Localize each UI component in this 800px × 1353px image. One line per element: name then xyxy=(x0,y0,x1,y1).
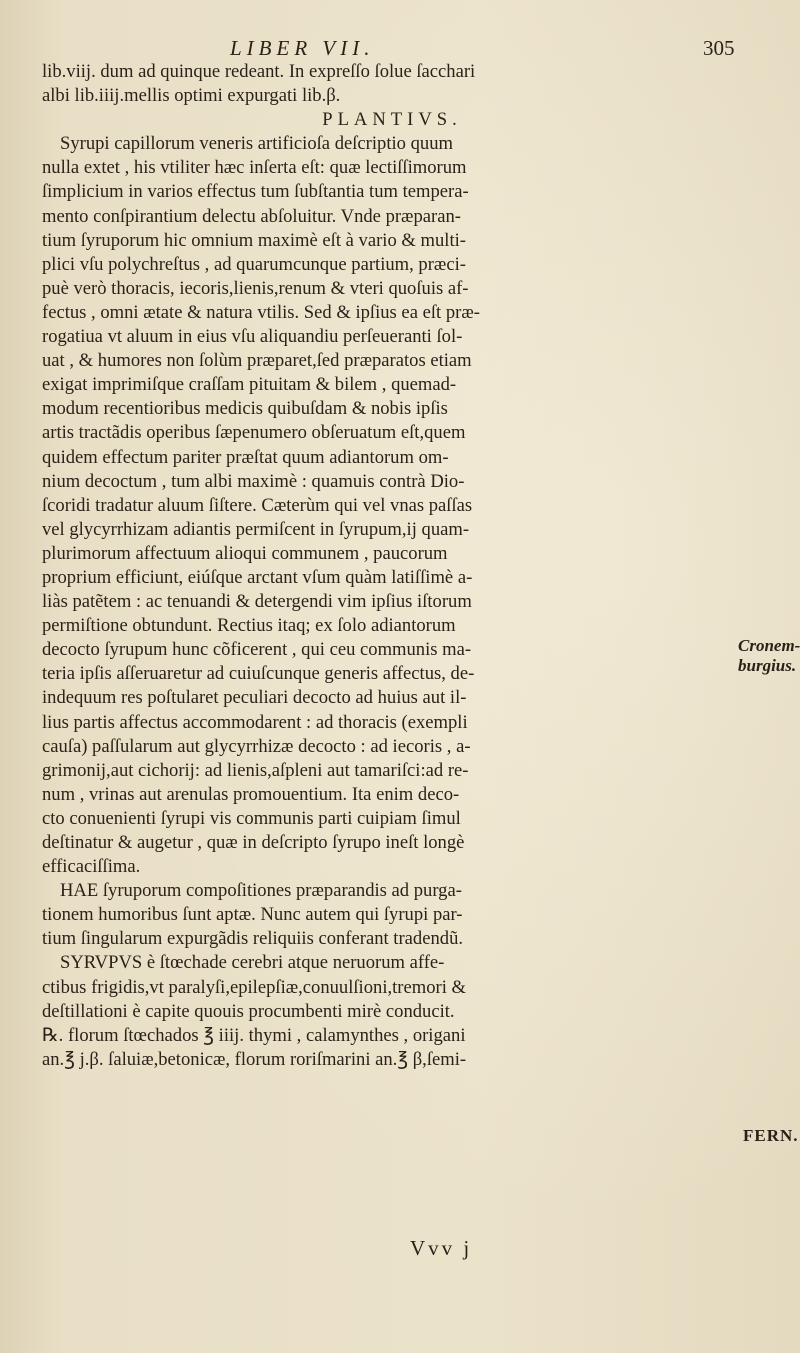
text-line: vel glycyrrhizam adiantis permiſcent in ſyrupum,ij quam- xyxy=(42,518,470,540)
page-number: 305 xyxy=(703,36,735,60)
text-line: lib.viij. dum ad quinque redeant. In expreſſo ſolue ſacchari xyxy=(42,61,476,82)
text-line: decocto ſyrupum hunc cõficerent , qui ceu communis ma- xyxy=(42,639,472,661)
text-line: teria ipſis aſſeruaretur ad cuiuſcunque generis affectus, de- xyxy=(42,663,475,685)
text-line: deſtillationi è capite quouis procumbenti mirè conducit. xyxy=(42,1000,455,1022)
text-line: ctibus frigidis,vt paralyſi,epilepſiæ,conuulſioni,tremori & xyxy=(42,976,466,998)
signature-mark: Vvv j xyxy=(410,1236,473,1260)
text-line: albi lib.iiij.mellis optimi expurgati lib.β. xyxy=(42,85,341,107)
text-line: plurimorum affectuum alioqui communem , paucorum xyxy=(42,542,448,564)
text-line: fectus , omni ætate & natura vtilis. Sed & ipſius ea eſt præ- xyxy=(42,301,480,323)
text-line: cto conuenienti ſyrupi vis communis parti cuipiam ſimul xyxy=(42,807,461,829)
text-line: num , vrinas aut arenulas promouentium. Ita enim deco- xyxy=(42,783,460,805)
text-line: nulla extet , his vtiliter hæc inſerta eſt: quæ lectiſſimorum xyxy=(42,157,467,179)
text-line: ſimplicium in varios effectus tum ſubſtantia tum tempera- xyxy=(42,181,469,203)
text-line: deſtinatur & augetur , quæ in deſcripto ſyrupo ineſt longè xyxy=(42,832,465,853)
running-head: LIBER VII. xyxy=(230,36,375,60)
text-line: tionem humoribus ſunt aptæ. Nunc autem qui ſyrupi par- xyxy=(42,904,463,926)
text-line: rogatiua vt aluum in eius vſu aliquandiu perſeueranti ſol- xyxy=(42,326,463,348)
text-line: plici vſu polychreſtus , ad quarumcunque partium, præci- xyxy=(42,253,466,275)
text-line: tium ſingularum expurgãdis reliquiis conferant tradendũ. xyxy=(42,928,464,950)
text-line: liàs patẽtem : ac tenuandi & detergendi vim ipſius iſtorum xyxy=(42,591,472,613)
text-line: cauſa) paſſularum aut glycyrrhizæ decocto : ad iecoris , a- xyxy=(42,735,471,757)
text-line: an.℥ j.β. ſaluiæ,betonicæ, florum roriſmarini an.℥ β,ſemi- xyxy=(42,1048,467,1070)
text-line: HAE ſyruporum compoſitiones præparandis ad purga- xyxy=(60,880,462,902)
text-line: uat , & humores non ſolùm præparet,ſed præparatos etiam xyxy=(42,350,472,372)
text-line: ℞. florum ſtœchados ℥ iiij. thymi , calamynthes , origani xyxy=(42,1024,466,1046)
text-line: mento conſpirantium delectu abſoluitur. Vnde præparan- xyxy=(42,205,461,227)
text-line: artis tractãdis operibus ſæpenumero obſeruatum eſt,quem xyxy=(42,422,466,444)
body-text xyxy=(42,60,742,1072)
text-line: indequum res poſtularet peculiari decocto ad huius aut il- xyxy=(42,687,467,709)
text-line: puè verò thoracis, iecoris,lienis,renum & vteri quoſuis af- xyxy=(42,277,469,299)
text-line: ſcoridi tradatur aluum ſiſtere. Cæterùm qui vel vnas paſſas xyxy=(42,494,473,516)
text-line: nium decoctum , tum albi maximè : quamuis contrà Dio- xyxy=(42,470,465,492)
text-line: quidem effectum pariter præſtat quum adiantorum om- xyxy=(42,446,449,468)
text-line: proprium efficiunt, eiúſque arctant vſum quàm latiſſimè a- xyxy=(42,566,473,588)
margin-note-cronemburgius: Cronem- burgius. xyxy=(738,636,800,675)
section-heading: PLANTIVS. xyxy=(322,109,462,131)
text-line: SYRVPVS è ſtœchade cerebri atque neruorum affe- xyxy=(60,952,445,974)
text-line: lius partis affectus accommodarent : ad thoracis (exempli xyxy=(42,711,468,733)
text-line: grimonij,aut cichorij: ad lienis,aſpleni aut tamariſci:ad re- xyxy=(42,759,469,781)
text-line: tium ſyruporum hic omnium maximè eſt à vario & multi- xyxy=(42,229,466,251)
text-line: permiſtione obtundunt. Rectius itaq; ex ſolo adiantorum xyxy=(42,615,456,637)
margin-note-fern: FERN. xyxy=(743,1126,799,1145)
text-line: efficaciſſima. xyxy=(42,856,141,878)
text-line: Syrupi capillorum veneris artificioſa deſcriptio quum xyxy=(60,133,453,155)
text-line: modum recentioribus medicis quibuſdam & nobis ipſis xyxy=(42,398,448,420)
text-line: exigat imprimiſque craſſam pituitam & bilem , quemad- xyxy=(42,374,457,396)
